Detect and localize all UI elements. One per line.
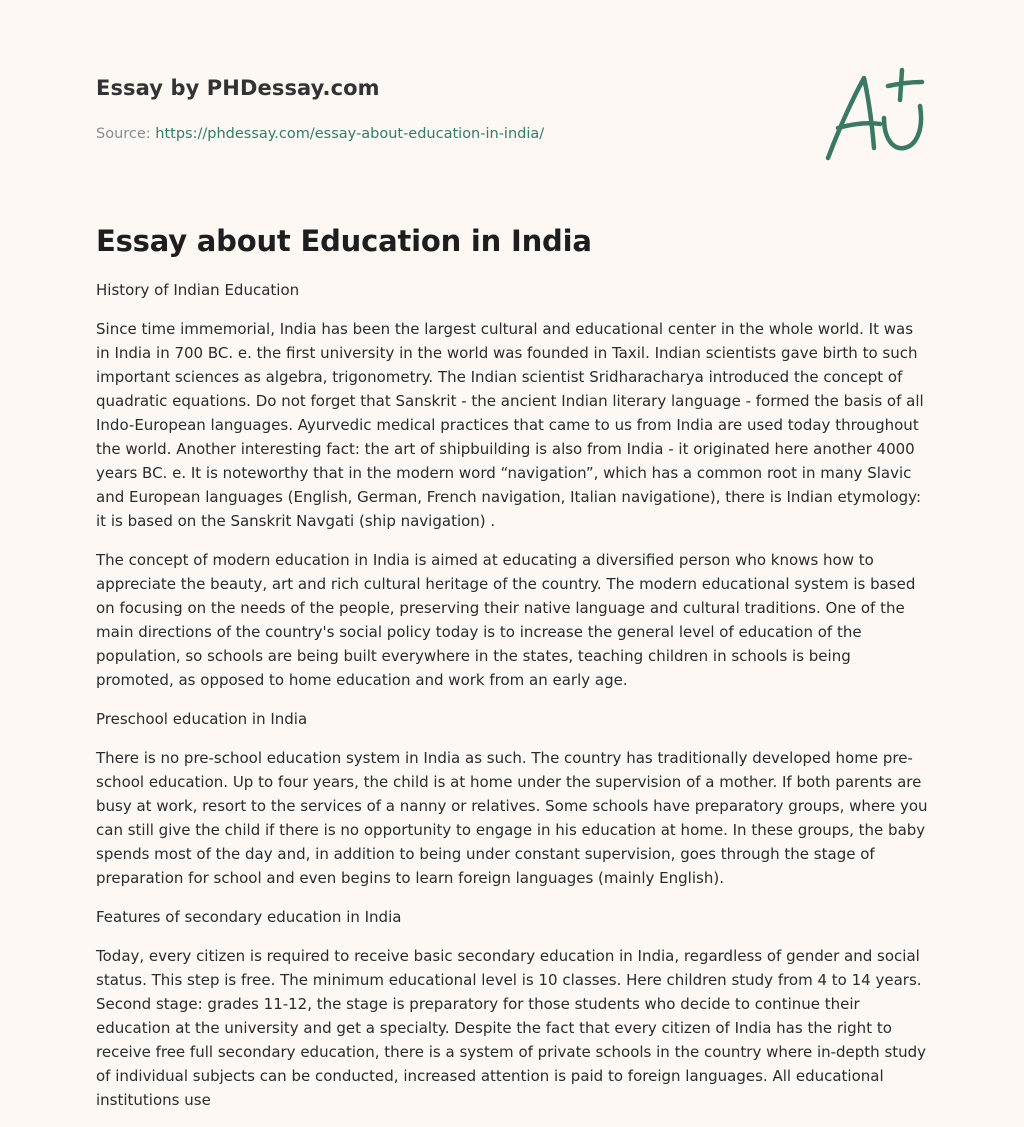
source-line: [96, 126, 696, 142]
article-body: [96, 278, 928, 1112]
paragraph: The concept of modern education in India is aimed at educating a diversified person who knows how to appreciate the beauty, art and rich cultural heritage of the country. The modern educational system is based on focusing on the needs of the people, preserving their native language and cultural traditions. One of the main directions of the country's social policy today is to increase the general level of education of the population, so schools are being built everywhere in the states, teaching children in schools is being promoted, as opposed to home education and work from an early age.: [96, 551, 916, 689]
source-label: Source:: [96, 126, 151, 142]
page-title: Essay about Education in India: [96, 224, 592, 258]
paragraph: There is no pre-school education system in India as such. The country has traditionally developed home pre-school education. Up to four years, the child is at home under the supervision of a mother. If both parents are busy at work, resort to the services of a nanny or relatives. Some schools have preparatory groups, where you can still give the child if there is no opportunity to engage in his education at home. In these groups, the baby spends most of the day and, in addition to being under constant supervision, goes through the stage of preparation for school and even begins to learn foreign languages (mainly English).: [96, 749, 928, 887]
paragraph: Since time immemorial, India has been the largest cultural and educational center in the whole world. It was in India in 700 BC. e. the first university in the world was founded in Taxil. Indian scientists gave birth to such important sciences as algebra, trigonometry. The Indian scientist Sridharacharya introduced the concept of quadratic equations. Do not forget that Sanskrit - the ancient Indian literary language - formed the basis of all Indo-European languages. Ayurvedic medical practices that came to us from India are used today throughout the world. Another interesting fact: the art of shipbuilding is also from India - it originated here another 4000 years BC. e. It is noteworthy that in the modern word “navigation”, which has a common root in many Slavic and European languages (English, German, French navigation, Italian navigatione), there is Indian etymology: it is based on the Sanskrit Navgati (ship navigation) .: [96, 320, 924, 530]
paragraph: Today, every citizen is required to receive basic secondary education in India, regardless of gender and social status. This step is free. The minimum educational level is 10 classes. Here children study from 4 to 14 years. Second stage: grades 11-12, the stage is preparatory for those students who decide to continue their education at the university and get a specialty. Despite the fact that every citizen of India has the right to receive free full secondary education, there is a system of private schools in the country where in-depth study of individual subjects can be conducted, increased attention is paid to foreign languages. All educational institutions use: [96, 947, 927, 1109]
source-link[interactable]: https://phdessay.com/essay-about-education-in-india/: [155, 126, 545, 142]
section-heading: Preschool education in India: [96, 710, 308, 728]
brand-title: Essay by PHDessay.com: [96, 76, 380, 100]
a-plus-logo-icon: [818, 66, 928, 166]
section-heading: Features of secondary education in India: [96, 908, 402, 926]
essay-header: [96, 76, 696, 142]
article: [96, 224, 928, 1127]
section-heading: History of Indian Education: [96, 281, 300, 299]
